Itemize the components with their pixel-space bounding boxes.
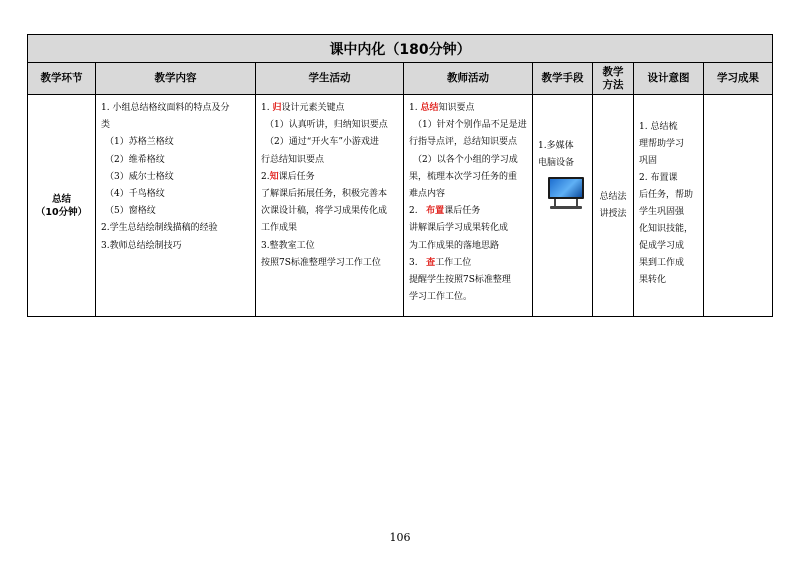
teacher-line: 学习工作工位。	[409, 292, 473, 303]
teacher-activity-cell	[404, 95, 533, 317]
student-line: 1. 归设计元素关键点	[261, 103, 345, 113]
means-line: 1.多媒体	[538, 141, 574, 151]
teacher-line: 行指导点评，总结知识要点	[409, 137, 518, 148]
teacher-line: 2. 布置课后任务	[409, 206, 481, 217]
page-number: 106	[389, 531, 411, 544]
header-stage: 教学环节	[28, 63, 96, 95]
stage-name: 总结	[51, 193, 71, 205]
content-line: 类	[101, 120, 111, 131]
teacher-line: 果，梳理本次学习任务的重	[409, 171, 518, 182]
teacher-key-word: 布置	[426, 206, 445, 217]
teacher-line: （1）针对个别作品不足是进	[413, 120, 527, 131]
header-learning-outcome: 学习成果	[704, 63, 773, 95]
lesson-plan-table	[27, 34, 773, 317]
intent-line: 后任务，帮助	[639, 190, 694, 200]
intent-line: 1. 总结梳	[639, 122, 678, 132]
student-line: 次课设计稿，将学习成果传化成	[261, 206, 388, 217]
header-design-intent: 设计意图	[634, 63, 704, 95]
design-intent-cell	[634, 95, 704, 317]
header-teaching-means: 教学手段	[533, 63, 593, 95]
multimedia-screen-icon	[548, 177, 584, 209]
header-teaching-method: 教学 方法	[593, 63, 634, 95]
intent-line: 促成学习成	[639, 241, 685, 251]
teaching-method-cell	[593, 95, 634, 317]
teacher-key-word: 查	[426, 257, 436, 268]
stage-duration: （10分钟）	[35, 206, 88, 218]
intent-line: 学生巩固强	[639, 207, 685, 217]
method-line: 总结法	[599, 191, 627, 202]
student-line: （1）认真听讲，归纳知识要点	[265, 120, 388, 131]
teacher-line: 讲解课后学习成果转化成	[409, 223, 509, 234]
learning-outcome-cell	[704, 95, 773, 317]
teacher-line: 提醒学生按照7S标准整理	[409, 275, 511, 286]
content-line: （4）千鸟格纹	[105, 189, 165, 200]
intent-line: 果到工作成	[639, 258, 685, 268]
teacher-key-word: 总结	[420, 103, 439, 113]
table-title: 课中内化（180分钟）	[28, 35, 773, 63]
content-line: （1）苏格兰格纹	[105, 137, 174, 148]
stage-cell	[28, 95, 96, 317]
student-key-word: 归	[272, 103, 282, 113]
content-line: 1. 小组总结格纹面料的特点及分	[101, 103, 230, 113]
intent-line: 化知识技能，	[639, 224, 694, 234]
teacher-line: 难点内容	[409, 189, 446, 200]
teacher-line: （2）以各个小组的学习成	[413, 154, 518, 165]
intent-line: 果转化	[639, 275, 667, 285]
teacher-line: 3. 查工作工位	[409, 257, 472, 268]
student-key-word: 知	[269, 171, 279, 182]
student-line: 行总结知识要点	[261, 154, 325, 165]
content-line: （2）维希格纹	[105, 154, 165, 165]
intent-line: 巩固	[639, 156, 658, 166]
student-line: 2.知课后任务	[261, 171, 315, 182]
content-list	[96, 95, 255, 255]
header-student-activity: 学生活动	[256, 63, 404, 95]
student-activity-cell	[256, 95, 404, 317]
student-line: 3.整教室工位	[261, 240, 315, 251]
teacher-line: 1. 总结知识要点	[409, 103, 475, 113]
means-line: 电脑设备	[538, 158, 575, 168]
student-line: 按照7S标准整理学习工作工位	[261, 257, 381, 268]
content-line: 3.教师总结绘制技巧	[101, 240, 182, 251]
method-line: 讲授法	[599, 208, 627, 219]
student-line: （2）通过“开火车”小游戏进	[265, 137, 379, 148]
student-line: 工作成果	[261, 223, 298, 234]
intent-list	[634, 95, 703, 289]
content-cell	[96, 95, 256, 317]
teacher-line: 为工作成果的落地思路	[409, 240, 500, 251]
content-line: 2.学生总结绘制线描稿的经验	[101, 223, 218, 234]
header-content: 教学内容	[96, 63, 256, 95]
student-line: 了解课后拓展任务，积极完善本	[261, 189, 388, 200]
teaching-means-cell	[533, 95, 593, 317]
content-line: （5）窗格纹	[105, 206, 156, 217]
content-line: （3）威尔士格纹	[105, 171, 174, 182]
header-teacher-activity: 教师活动	[404, 63, 533, 95]
intent-line: 2. 布置课	[639, 173, 678, 183]
intent-line: 理帮助学习	[639, 139, 685, 149]
